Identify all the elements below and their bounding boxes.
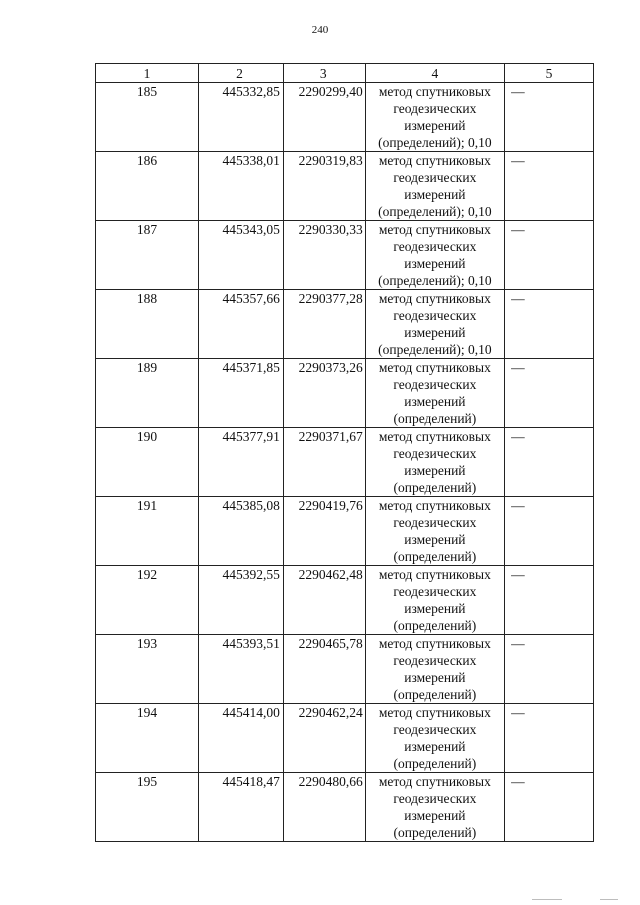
method-line: измерений bbox=[404, 394, 466, 409]
method-line: метод спутниковых bbox=[378, 774, 491, 789]
method-line: метод спутниковых bbox=[378, 360, 491, 375]
method-line: геодезических bbox=[393, 446, 477, 461]
method-line: (определений); 0,10 bbox=[378, 273, 492, 288]
point-number-cell: 187 bbox=[96, 221, 199, 290]
table-row bbox=[96, 83, 594, 152]
x-coordinate-cell: 445357,66 bbox=[199, 290, 284, 359]
note-cell bbox=[505, 704, 594, 773]
method-line: геодезических bbox=[393, 377, 477, 392]
table-header-row bbox=[96, 64, 594, 83]
method-line: метод спутниковых bbox=[378, 153, 491, 168]
note-cell bbox=[505, 359, 594, 428]
header-col-4: 4 bbox=[365, 64, 504, 83]
table-row bbox=[96, 290, 594, 359]
method-cell bbox=[365, 290, 504, 359]
table-row bbox=[96, 566, 594, 635]
method-cell bbox=[365, 221, 504, 290]
method-line: (определений) bbox=[393, 756, 477, 771]
y-coordinate-cell: 2290299,40 bbox=[283, 83, 365, 152]
table-body bbox=[96, 64, 594, 842]
dash-mark: — bbox=[511, 222, 525, 237]
x-coordinate-cell: 445385,08 bbox=[199, 497, 284, 566]
note-cell bbox=[505, 83, 594, 152]
header-col-5: 5 bbox=[505, 64, 594, 83]
method-line: метод спутниковых bbox=[378, 567, 491, 582]
method-line: измерений bbox=[404, 325, 466, 340]
method-line: метод спутниковых bbox=[378, 84, 491, 99]
method-line: измерений bbox=[404, 256, 466, 271]
scan-artifacts bbox=[0, 895, 640, 905]
y-coordinate-cell: 2290371,67 bbox=[283, 428, 365, 497]
method-line: (определений) bbox=[393, 687, 477, 702]
method-line: измерений bbox=[404, 187, 466, 202]
note-cell bbox=[505, 152, 594, 221]
table-row bbox=[96, 359, 594, 428]
method-line: измерений bbox=[404, 601, 466, 616]
point-number-cell: 192 bbox=[96, 566, 199, 635]
method-cell bbox=[365, 497, 504, 566]
y-coordinate-cell: 2290319,83 bbox=[283, 152, 365, 221]
header-col-2: 2 bbox=[199, 64, 284, 83]
dash-mark: — bbox=[511, 291, 525, 306]
method-line: (определений) bbox=[393, 411, 477, 426]
scan-mark bbox=[532, 899, 562, 900]
dash-mark: — bbox=[511, 774, 525, 789]
x-coordinate-cell: 445332,85 bbox=[199, 83, 284, 152]
method-line: геодезических bbox=[393, 515, 477, 530]
method-line: метод спутниковых bbox=[378, 291, 491, 306]
table-row bbox=[96, 152, 594, 221]
point-number-cell: 185 bbox=[96, 83, 199, 152]
method-cell bbox=[365, 704, 504, 773]
method-line: измерений bbox=[404, 118, 466, 133]
method-line: (определений) bbox=[393, 825, 477, 840]
x-coordinate-cell: 445338,01 bbox=[199, 152, 284, 221]
x-coordinate-cell: 445393,51 bbox=[199, 635, 284, 704]
dash-mark: — bbox=[511, 429, 525, 444]
dash-mark: — bbox=[511, 705, 525, 720]
method-line: метод спутниковых bbox=[378, 429, 491, 444]
y-coordinate-cell: 2290377,28 bbox=[283, 290, 365, 359]
dash-mark: — bbox=[511, 636, 525, 651]
y-coordinate-cell: 2290419,76 bbox=[283, 497, 365, 566]
method-cell bbox=[365, 152, 504, 221]
method-line: метод спутниковых bbox=[378, 498, 491, 513]
method-line: геодезических bbox=[393, 239, 477, 254]
note-cell bbox=[505, 635, 594, 704]
method-line: геодезических bbox=[393, 308, 477, 323]
method-line: геодезических bbox=[393, 791, 477, 806]
method-line: измерений bbox=[404, 739, 466, 754]
x-coordinate-cell: 445414,00 bbox=[199, 704, 284, 773]
point-number-cell: 194 bbox=[96, 704, 199, 773]
method-line: измерений bbox=[404, 808, 466, 823]
method-cell bbox=[365, 428, 504, 497]
x-coordinate-cell: 445371,85 bbox=[199, 359, 284, 428]
point-number-cell: 186 bbox=[96, 152, 199, 221]
method-line: измерений bbox=[404, 463, 466, 478]
note-cell bbox=[505, 221, 594, 290]
note-cell bbox=[505, 428, 594, 497]
method-line: (определений) bbox=[393, 549, 477, 564]
point-number-cell: 195 bbox=[96, 773, 199, 842]
point-number-cell: 189 bbox=[96, 359, 199, 428]
table-row bbox=[96, 704, 594, 773]
note-cell bbox=[505, 497, 594, 566]
y-coordinate-cell: 2290465,78 bbox=[283, 635, 365, 704]
table-row bbox=[96, 773, 594, 842]
header-col-1: 1 bbox=[96, 64, 199, 83]
x-coordinate-cell: 445418,47 bbox=[199, 773, 284, 842]
table-row bbox=[96, 635, 594, 704]
method-cell bbox=[365, 773, 504, 842]
method-cell bbox=[365, 566, 504, 635]
point-number-cell: 193 bbox=[96, 635, 199, 704]
method-cell bbox=[365, 635, 504, 704]
dash-mark: — bbox=[511, 153, 525, 168]
x-coordinate-cell: 445343,05 bbox=[199, 221, 284, 290]
y-coordinate-cell: 2290480,66 bbox=[283, 773, 365, 842]
table-row bbox=[96, 221, 594, 290]
table-row bbox=[96, 497, 594, 566]
method-line: измерений bbox=[404, 670, 466, 685]
point-number-cell: 190 bbox=[96, 428, 199, 497]
method-line: (определений); 0,10 bbox=[378, 342, 492, 357]
method-line: метод спутниковых bbox=[378, 222, 491, 237]
method-line: геодезических bbox=[393, 101, 477, 116]
note-cell bbox=[505, 773, 594, 842]
method-line: (определений) bbox=[393, 480, 477, 495]
method-line: геодезических bbox=[393, 170, 477, 185]
y-coordinate-cell: 2290330,33 bbox=[283, 221, 365, 290]
method-line: метод спутниковых bbox=[378, 705, 491, 720]
note-cell bbox=[505, 566, 594, 635]
method-line: (определений); 0,10 bbox=[378, 204, 492, 219]
method-line: геодезических bbox=[393, 653, 477, 668]
dash-mark: — bbox=[511, 567, 525, 582]
method-line: метод спутниковых bbox=[378, 636, 491, 651]
table-row bbox=[96, 428, 594, 497]
method-cell bbox=[365, 359, 504, 428]
method-line: геодезических bbox=[393, 584, 477, 599]
method-line: измерений bbox=[404, 532, 466, 547]
page-number: 240 bbox=[311, 24, 329, 36]
scan-mark bbox=[600, 899, 618, 900]
point-number-cell: 191 bbox=[96, 497, 199, 566]
method-line: (определений) bbox=[393, 618, 477, 633]
header-col-3: 3 bbox=[283, 64, 365, 83]
note-cell bbox=[505, 290, 594, 359]
method-line: (определений); 0,10 bbox=[378, 135, 492, 150]
y-coordinate-cell: 2290462,24 bbox=[283, 704, 365, 773]
dash-mark: — bbox=[511, 498, 525, 513]
method-line: геодезических bbox=[393, 722, 477, 737]
coordinates-table bbox=[95, 63, 594, 842]
dash-mark: — bbox=[511, 84, 525, 99]
x-coordinate-cell: 445392,55 bbox=[199, 566, 284, 635]
y-coordinate-cell: 2290462,48 bbox=[283, 566, 365, 635]
dash-mark: — bbox=[511, 360, 525, 375]
y-coordinate-cell: 2290373,26 bbox=[283, 359, 365, 428]
method-cell bbox=[365, 83, 504, 152]
x-coordinate-cell: 445377,91 bbox=[199, 428, 284, 497]
point-number-cell: 188 bbox=[96, 290, 199, 359]
